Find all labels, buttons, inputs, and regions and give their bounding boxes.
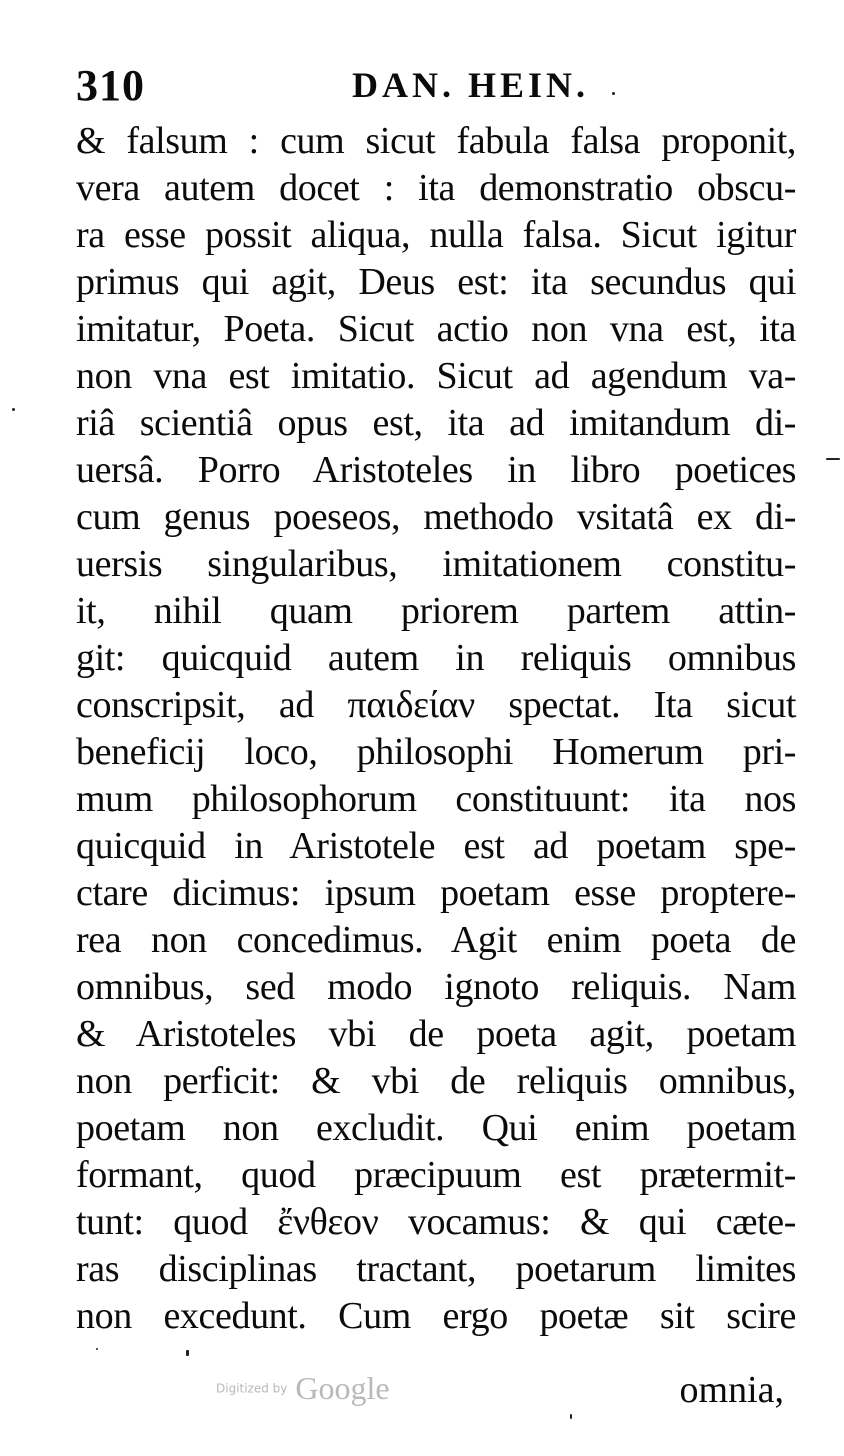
text-line: non perficit: & vbi de reliquis omnibus, (76, 1060, 796, 1102)
text-line: & Aristoteles vbi de poeta agit, poetam (76, 1013, 796, 1055)
text-line: vera autem docet : ita demonstratio obscu- (76, 167, 796, 209)
text-line: riâ scientiâ opus est, ita ad imitandum di- (76, 402, 796, 444)
scan-speck (826, 458, 840, 460)
text-line: tunt: quod ἔνθεον vocamus: & qui cæte- (76, 1201, 796, 1243)
text-line: formant, quod præcipuum est prætermit- (76, 1154, 796, 1196)
text-line: ra esse possit aliqua, nulla falsa. Sicut igitur (76, 214, 796, 256)
text-line: mum philosophorum constituunt: ita nos (76, 778, 796, 820)
text-line: uersâ. Porro Aristoteles in libro poetices (76, 449, 796, 491)
text-line: non excedunt. Cum ergo poetæ sit scire (76, 1295, 796, 1337)
scan-speck (570, 1414, 572, 1419)
running-head (70, 60, 810, 120)
text-line: & falsum : cum sicut fabula falsa proponit, (76, 120, 796, 162)
text-line: omnibus, sed modo ignoto reliquis. Nam (76, 966, 796, 1008)
scan-speck (612, 92, 615, 95)
running-head-title: DAN. HEIN. (352, 65, 590, 105)
scan-speck (12, 408, 15, 411)
text-line: primus qui agit, Deus est: ita secundus qui (76, 261, 796, 303)
text-line: beneficij loco, philosophi Homerum pri- (76, 731, 796, 773)
text-line: it, nihil quam priorem partem attin- (76, 590, 796, 632)
text-line: non vna est imitatio. Sicut ad agendum va- (76, 355, 796, 397)
page-number: 310 (76, 61, 145, 110)
text-line: ras disciplinas tractant, poetarum limites (76, 1248, 796, 1290)
text-line: uersis singularibus, imitationem constitu- (76, 543, 796, 585)
text-line: rea non concedimus. Agit enim poeta de (76, 919, 796, 961)
scan-speck (96, 1348, 98, 1350)
text-line: imitatur, Poeta. Sicut actio non vna est, ita (76, 308, 796, 350)
watermark-prefix: Digitized by (216, 1381, 288, 1396)
text-line: quicquid in Aristotele est ad poetam spe- (76, 825, 796, 867)
text-line: git: quicquid autem in reliquis omnibus (76, 637, 796, 679)
text-line: poetam non excludit. Qui enim poetam (76, 1107, 796, 1149)
text-line: conscripsit, ad παιδείαν spectat. Ita sicut (76, 684, 796, 726)
digitized-watermark (216, 1370, 390, 1407)
body-text (76, 118, 796, 1340)
google-logo: Google (295, 1370, 390, 1406)
text-line: ctare dicimus: ipsum poetam esse proptere- (76, 872, 796, 914)
catchword: omnia, (679, 1369, 784, 1411)
scan-speck (186, 1350, 189, 1356)
text-line: cum genus poeseos, methodo vsitatâ ex di- (76, 496, 796, 538)
